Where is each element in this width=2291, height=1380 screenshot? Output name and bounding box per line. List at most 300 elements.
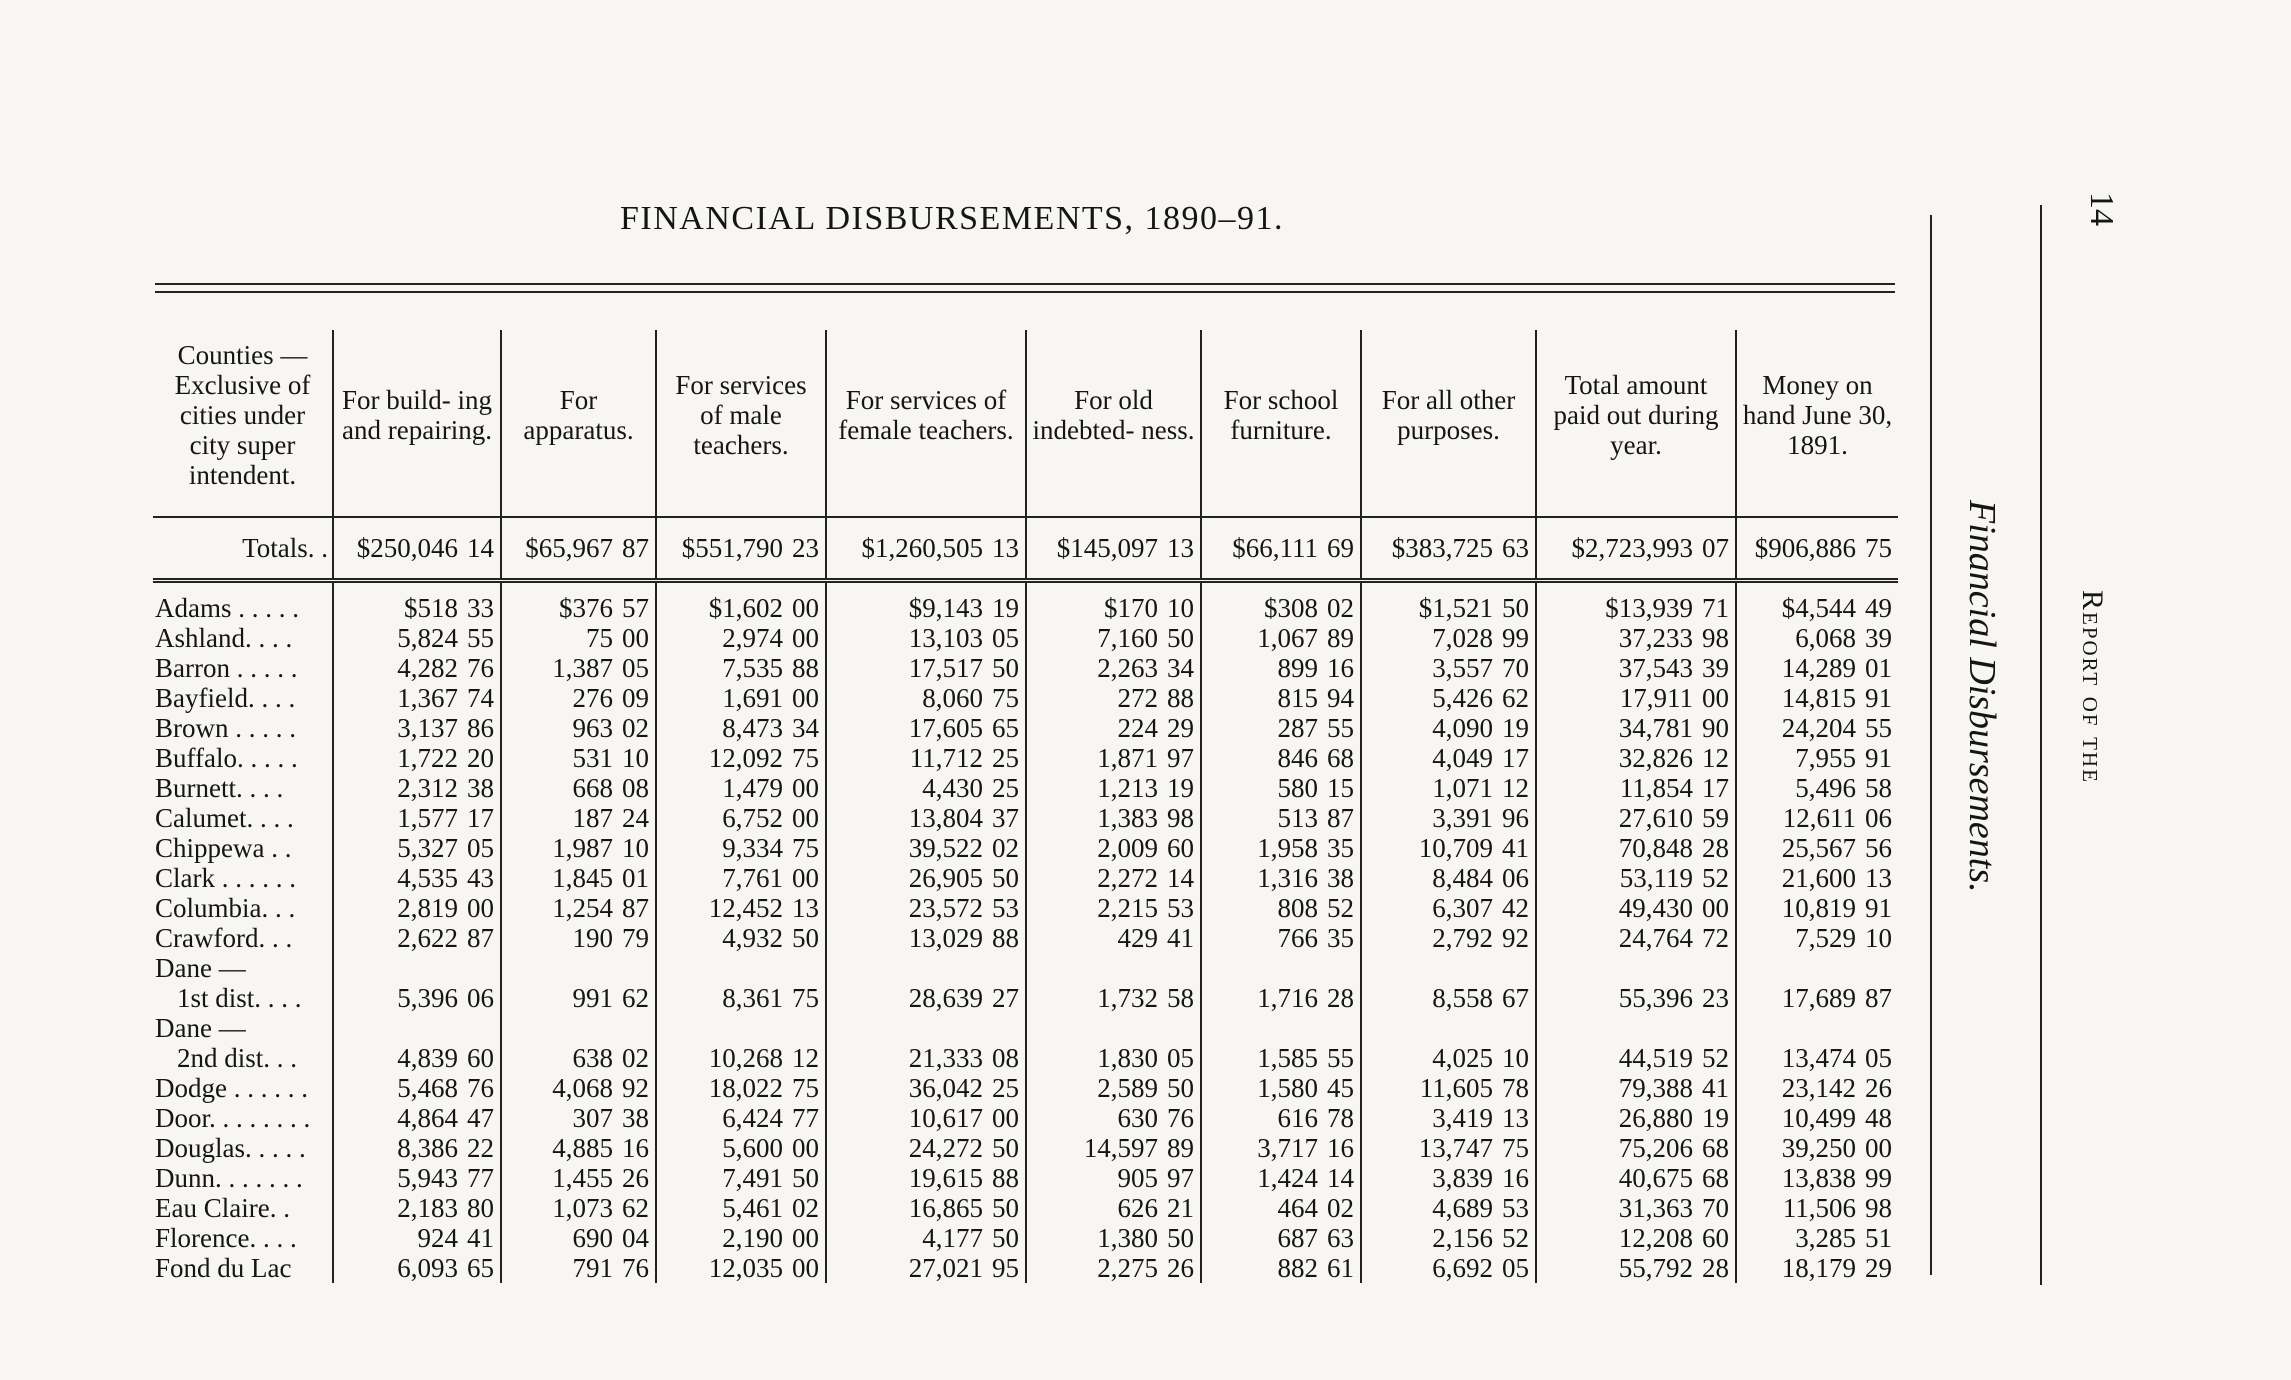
amount-dollars: 2,215 bbox=[1097, 893, 1158, 923]
amount-cell bbox=[1026, 653, 1201, 683]
amount-cents: 20 bbox=[467, 743, 494, 773]
amount-cents: 59 bbox=[1702, 803, 1729, 833]
amount-cell bbox=[501, 713, 656, 743]
amount-cents: 02 bbox=[1327, 593, 1354, 623]
amount-cell bbox=[826, 1223, 1026, 1253]
amount-dollars: 8,386 bbox=[397, 1133, 458, 1163]
county-name: Eau Claire. . bbox=[155, 1193, 290, 1223]
amount-cents: 50 bbox=[992, 653, 1019, 683]
amount-cents: 22 bbox=[467, 1133, 494, 1163]
amount-cents: 65 bbox=[467, 1253, 494, 1283]
amount-cents: 35 bbox=[1327, 833, 1354, 863]
amount-cell bbox=[501, 1073, 656, 1103]
amount-cell bbox=[1026, 743, 1201, 773]
amount-cell bbox=[1201, 713, 1361, 743]
amount-cents: 95 bbox=[992, 1253, 1019, 1283]
amount-cents: 41 bbox=[1167, 923, 1194, 953]
amount-cents: 12 bbox=[792, 1043, 819, 1073]
amount-dollars: 75,206 bbox=[1618, 1133, 1693, 1163]
amount-dollars: 6,068 bbox=[1795, 623, 1856, 653]
amount-cell bbox=[826, 1193, 1026, 1223]
amount-cents: 47 bbox=[467, 1103, 494, 1133]
amount-cell bbox=[1361, 893, 1536, 923]
amount-cents: 07 bbox=[1702, 533, 1729, 563]
amount-cell bbox=[1201, 1103, 1361, 1133]
amount-cents: 57 bbox=[622, 593, 649, 623]
amount-cents: 87 bbox=[1865, 983, 1892, 1013]
county-name: Door. . . . . . . . bbox=[155, 1103, 311, 1133]
amount-cents: 13 bbox=[1167, 533, 1194, 563]
amount-dollars: 5,943 bbox=[397, 1163, 458, 1193]
amount-cents: 00 bbox=[792, 863, 819, 893]
amount-cents: 29 bbox=[1865, 1253, 1892, 1283]
amount-cents: 50 bbox=[1167, 1223, 1194, 1253]
table-row bbox=[153, 1223, 1898, 1253]
amount-dollars: 2,622 bbox=[397, 923, 458, 953]
county-name bbox=[153, 1013, 333, 1073]
amount-cell bbox=[1026, 1193, 1201, 1223]
amount-cents: 94 bbox=[1327, 683, 1354, 713]
amount-cents: 69 bbox=[1327, 533, 1354, 563]
amount-dollars: 3,839 bbox=[1432, 1163, 1493, 1193]
amount-cell bbox=[1201, 683, 1361, 713]
amount-cell bbox=[1361, 863, 1536, 893]
amount-dollars: 7,535 bbox=[722, 653, 783, 683]
amount-cell bbox=[1361, 1223, 1536, 1253]
amount-cell bbox=[1736, 581, 1898, 624]
amount-dollars: 190 bbox=[572, 923, 613, 953]
amount-cell bbox=[1201, 743, 1361, 773]
amount-cents: 05 bbox=[1502, 1253, 1529, 1283]
amount-cell bbox=[656, 803, 826, 833]
amount-dollars: 224 bbox=[1117, 713, 1158, 743]
amount-cents: 02 bbox=[1327, 1193, 1354, 1223]
amount-cell bbox=[1736, 1253, 1898, 1283]
amount-dollars: 75 bbox=[586, 623, 613, 653]
amount-cell bbox=[333, 713, 501, 743]
amount-cents: 91 bbox=[1865, 743, 1892, 773]
amount-cell bbox=[1026, 1133, 1201, 1163]
amount-cents: 05 bbox=[1167, 1043, 1194, 1073]
amount-cell bbox=[826, 773, 1026, 803]
amount-dollars: $1,521 bbox=[1418, 593, 1493, 623]
totals-cell bbox=[1361, 517, 1536, 581]
table-row bbox=[153, 581, 1898, 624]
amount-cell bbox=[1026, 1013, 1201, 1073]
amount-cents: 05 bbox=[1865, 1043, 1892, 1073]
amount-cell bbox=[1536, 863, 1736, 893]
amount-dollars: 1,987 bbox=[552, 833, 613, 863]
county-name: Crawford. . . bbox=[155, 923, 293, 953]
amount-cents: 12 bbox=[1502, 773, 1529, 803]
amount-cents: 76 bbox=[467, 653, 494, 683]
amount-cell bbox=[1536, 683, 1736, 713]
amount-dollars: 924 bbox=[417, 1223, 458, 1253]
amount-cents: 28 bbox=[1327, 983, 1354, 1013]
amount-cell bbox=[1026, 773, 1201, 803]
county-name: Columbia. . . bbox=[155, 893, 296, 923]
amount-dollars: 2,009 bbox=[1097, 833, 1158, 863]
amount-dollars: 37,543 bbox=[1618, 653, 1693, 683]
amount-cents: 51 bbox=[1865, 1223, 1892, 1253]
amount-cents: 78 bbox=[1327, 1103, 1354, 1133]
amount-cell bbox=[1736, 713, 1898, 743]
amount-cell bbox=[1026, 923, 1201, 953]
county-name-line1: Dane — bbox=[155, 1013, 246, 1043]
amount-cents: 52 bbox=[1502, 1223, 1529, 1253]
amount-cell bbox=[656, 833, 826, 863]
table-row bbox=[153, 863, 1898, 893]
amount-cents: 98 bbox=[1702, 623, 1729, 653]
amount-dollars: 4,025 bbox=[1432, 1043, 1493, 1073]
amount-cell bbox=[1736, 923, 1898, 953]
amount-cell bbox=[656, 1073, 826, 1103]
amount-cents: 78 bbox=[1502, 1073, 1529, 1103]
amount-dollars: $383,725 bbox=[1391, 533, 1493, 563]
amount-cents: 19 bbox=[992, 593, 1019, 623]
amount-dollars: 70,848 bbox=[1618, 833, 1693, 863]
amount-cell bbox=[826, 1163, 1026, 1193]
amount-cell bbox=[333, 833, 501, 863]
amount-cents: 91 bbox=[1865, 683, 1892, 713]
column-header-0: Counties — Exclusive of cities under city super intendent. bbox=[153, 330, 333, 517]
totals-cell bbox=[333, 517, 501, 581]
amount-dollars: 32,826 bbox=[1618, 743, 1693, 773]
amount-dollars: 14,815 bbox=[1781, 683, 1856, 713]
amount-cents: 91 bbox=[1865, 893, 1892, 923]
amount-cell bbox=[1361, 713, 1536, 743]
amount-cents: 80 bbox=[467, 1193, 494, 1223]
amount-dollars: 3,419 bbox=[1432, 1103, 1493, 1133]
amount-cell bbox=[501, 863, 656, 893]
amount-dollars: 19,615 bbox=[908, 1163, 983, 1193]
amount-cents: 17 bbox=[467, 803, 494, 833]
amount-dollars: 17,605 bbox=[908, 713, 983, 743]
column-header-6: For school furniture. bbox=[1201, 330, 1361, 517]
amount-cents: 05 bbox=[622, 653, 649, 683]
amount-dollars: 4,049 bbox=[1432, 743, 1493, 773]
amount-dollars: 55,792 bbox=[1618, 1253, 1693, 1283]
amount-cell bbox=[501, 773, 656, 803]
amount-cents: 87 bbox=[622, 533, 649, 563]
amount-dollars: 79,388 bbox=[1618, 1073, 1693, 1103]
amount-cell bbox=[826, 1073, 1026, 1103]
amount-cell bbox=[1361, 743, 1536, 773]
amount-dollars: 24,764 bbox=[1618, 923, 1693, 953]
amount-cell bbox=[1536, 1193, 1736, 1223]
amount-cents: 96 bbox=[1502, 803, 1529, 833]
amount-dollars: $906,886 bbox=[1754, 533, 1856, 563]
amount-cents: 26 bbox=[1865, 1073, 1892, 1103]
amount-dollars: $518 bbox=[404, 593, 458, 623]
amount-cents: 75 bbox=[1502, 1133, 1529, 1163]
amount-cell bbox=[501, 1223, 656, 1253]
amount-dollars: 791 bbox=[572, 1253, 613, 1283]
amount-cents: 16 bbox=[1327, 1133, 1354, 1163]
amount-dollars: 10,617 bbox=[908, 1103, 983, 1133]
amount-cents: 38 bbox=[1327, 863, 1354, 893]
amount-dollars: $2,723,993 bbox=[1571, 533, 1693, 563]
amount-cell bbox=[1361, 1013, 1536, 1073]
amount-cell bbox=[1736, 1103, 1898, 1133]
amount-cents: 08 bbox=[992, 1043, 1019, 1073]
table-row bbox=[153, 1193, 1898, 1223]
amount-cell bbox=[1736, 653, 1898, 683]
amount-dollars: 1,585 bbox=[1257, 1043, 1318, 1073]
amount-dollars: 7,529 bbox=[1795, 923, 1856, 953]
amount-cell bbox=[333, 1163, 501, 1193]
amount-cents: 90 bbox=[1702, 713, 1729, 743]
amount-cents: 89 bbox=[1167, 1133, 1194, 1163]
amount-cents: 58 bbox=[1865, 773, 1892, 803]
amount-cell bbox=[501, 1103, 656, 1133]
amount-cents: 63 bbox=[1327, 1223, 1354, 1253]
amount-cell bbox=[333, 893, 501, 923]
amount-dollars: 8,558 bbox=[1432, 983, 1493, 1013]
amount-dollars: 1,424 bbox=[1257, 1163, 1318, 1193]
amount-cents: 58 bbox=[1167, 983, 1194, 1013]
amount-cents: 50 bbox=[1167, 623, 1194, 653]
amount-cell bbox=[501, 1193, 656, 1223]
amount-dollars: 5,426 bbox=[1432, 683, 1493, 713]
county-name: Dodge . . . . . . bbox=[155, 1073, 308, 1103]
table-row bbox=[153, 743, 1898, 773]
amount-dollars: 1,580 bbox=[1257, 1073, 1318, 1103]
amount-dollars: 4,535 bbox=[397, 863, 458, 893]
amount-cell bbox=[1201, 1253, 1361, 1283]
amount-dollars: 1,871 bbox=[1097, 743, 1158, 773]
amount-cell bbox=[1536, 1163, 1736, 1193]
amount-cell bbox=[1026, 1073, 1201, 1103]
amount-cents: 88 bbox=[792, 653, 819, 683]
amount-cell bbox=[656, 623, 826, 653]
county-name bbox=[153, 953, 333, 1013]
amount-cents: 98 bbox=[1865, 1193, 1892, 1223]
amount-cell bbox=[333, 623, 501, 653]
amount-cents: 19 bbox=[1702, 1103, 1729, 1133]
amount-dollars: 7,491 bbox=[722, 1163, 783, 1193]
amount-cents: 68 bbox=[1702, 1163, 1729, 1193]
amount-cents: 52 bbox=[1327, 893, 1354, 923]
amount-cents: 16 bbox=[1327, 653, 1354, 683]
amount-cents: 60 bbox=[467, 1043, 494, 1073]
amount-cents: 62 bbox=[622, 983, 649, 1013]
column-header-7: For all other purposes. bbox=[1361, 330, 1536, 517]
amount-dollars: 638 bbox=[572, 1043, 613, 1073]
amount-cents: 01 bbox=[622, 863, 649, 893]
amount-dollars: 4,864 bbox=[397, 1103, 458, 1133]
amount-dollars: $145,097 bbox=[1056, 533, 1158, 563]
amount-cents: 62 bbox=[622, 1193, 649, 1223]
amount-dollars: 10,819 bbox=[1781, 893, 1856, 923]
amount-cents: 02 bbox=[622, 1043, 649, 1073]
amount-cell bbox=[1536, 653, 1736, 683]
amount-cell bbox=[501, 923, 656, 953]
header-row bbox=[153, 330, 1898, 517]
table-row bbox=[153, 1013, 1898, 1073]
amount-cents: 10 bbox=[622, 833, 649, 863]
amount-dollars: 815 bbox=[1277, 683, 1318, 713]
amount-cents: 24 bbox=[622, 803, 649, 833]
amount-cents: 13 bbox=[792, 893, 819, 923]
amount-dollars: 905 bbox=[1117, 1163, 1158, 1193]
amount-dollars: 276 bbox=[572, 683, 613, 713]
amount-dollars: 1,830 bbox=[1097, 1043, 1158, 1073]
totals-label: Totals. . bbox=[153, 517, 333, 581]
amount-dollars: 5,396 bbox=[397, 983, 458, 1013]
amount-dollars: 12,611 bbox=[1782, 803, 1856, 833]
amount-cents: 10 bbox=[1502, 1043, 1529, 1073]
amount-dollars: $250,046 bbox=[356, 533, 458, 563]
county-name: Douglas. . . . . bbox=[155, 1133, 306, 1163]
amount-dollars: 12,035 bbox=[708, 1253, 783, 1283]
county-name: Ashland. . . . bbox=[155, 623, 293, 653]
totals-cell bbox=[1201, 517, 1361, 581]
amount-cell bbox=[1201, 1193, 1361, 1223]
amount-dollars: 24,272 bbox=[908, 1133, 983, 1163]
disbursements-table bbox=[153, 330, 1898, 1283]
amount-dollars: 18,179 bbox=[1781, 1253, 1856, 1283]
amount-cell bbox=[501, 833, 656, 863]
amount-cell bbox=[1536, 623, 1736, 653]
amount-dollars: 36,042 bbox=[908, 1073, 983, 1103]
amount-cell bbox=[1361, 683, 1536, 713]
table-row bbox=[153, 713, 1898, 743]
amount-cents: 10 bbox=[1865, 923, 1892, 953]
table-row bbox=[153, 623, 1898, 653]
amount-cents: 26 bbox=[622, 1163, 649, 1193]
amount-cents: 00 bbox=[1865, 1133, 1892, 1163]
amount-cents: 53 bbox=[992, 893, 1019, 923]
amount-cents: 79 bbox=[622, 923, 649, 953]
county-name: Burnett. . . . bbox=[155, 773, 284, 803]
amount-cents: 48 bbox=[1865, 1103, 1892, 1133]
amount-cell bbox=[1361, 653, 1536, 683]
amount-dollars: 4,068 bbox=[552, 1073, 613, 1103]
amount-cell bbox=[501, 743, 656, 773]
amount-cents: 63 bbox=[1502, 533, 1529, 563]
amount-dollars: 9,334 bbox=[722, 833, 783, 863]
amount-cell bbox=[826, 623, 1026, 653]
amount-cents: 00 bbox=[1702, 683, 1729, 713]
amount-dollars: 4,689 bbox=[1432, 1193, 1493, 1223]
amount-cell bbox=[501, 1133, 656, 1163]
amount-cell bbox=[333, 1073, 501, 1103]
amount-dollars: 287 bbox=[1277, 713, 1318, 743]
column-header-9: Money on hand June 30, 1891. bbox=[1736, 330, 1898, 517]
amount-dollars: 3,557 bbox=[1432, 653, 1493, 683]
amount-dollars: 2,589 bbox=[1097, 1073, 1158, 1103]
amount-cents: 52 bbox=[1702, 863, 1729, 893]
amount-cents: 56 bbox=[1865, 833, 1892, 863]
amount-dollars: 21,600 bbox=[1781, 863, 1856, 893]
amount-dollars: 12,092 bbox=[708, 743, 783, 773]
amount-cell bbox=[1736, 1013, 1898, 1073]
amount-cents: 75 bbox=[1865, 533, 1892, 563]
amount-dollars: 580 bbox=[1277, 773, 1318, 803]
amount-cell bbox=[656, 1253, 826, 1283]
amount-dollars: 14,289 bbox=[1781, 653, 1856, 683]
amount-dollars: 846 bbox=[1277, 743, 1318, 773]
amount-cell bbox=[1201, 893, 1361, 923]
amount-cents: 50 bbox=[1167, 1073, 1194, 1103]
amount-dollars: 11,854 bbox=[1619, 773, 1693, 803]
amount-dollars: 1,380 bbox=[1097, 1223, 1158, 1253]
amount-cell bbox=[1361, 1193, 1536, 1223]
amount-dollars: $551,790 bbox=[681, 533, 783, 563]
amount-cents: 53 bbox=[1502, 1193, 1529, 1223]
amount-cents: 55 bbox=[467, 623, 494, 653]
amount-dollars: 5,461 bbox=[722, 1193, 783, 1223]
amount-cents: 26 bbox=[1167, 1253, 1194, 1283]
amount-dollars: 4,282 bbox=[397, 653, 458, 683]
amount-dollars: 4,090 bbox=[1432, 713, 1493, 743]
amount-dollars: 17,517 bbox=[908, 653, 983, 683]
amount-cents: 13 bbox=[992, 533, 1019, 563]
amount-cents: 01 bbox=[1865, 653, 1892, 683]
amount-cents: 92 bbox=[622, 1073, 649, 1103]
amount-cell bbox=[1361, 953, 1536, 1013]
amount-cents: 02 bbox=[992, 833, 1019, 863]
amount-dollars: 687 bbox=[1277, 1223, 1318, 1253]
amount-cell bbox=[826, 653, 1026, 683]
amount-dollars: 49,430 bbox=[1618, 893, 1693, 923]
amount-dollars: 513 bbox=[1277, 803, 1318, 833]
amount-dollars: 963 bbox=[572, 713, 613, 743]
table-row bbox=[153, 893, 1898, 923]
amount-dollars: 13,804 bbox=[908, 803, 983, 833]
amount-cents: 23 bbox=[792, 533, 819, 563]
amount-dollars: 3,391 bbox=[1432, 803, 1493, 833]
amount-cents: 37 bbox=[992, 803, 1019, 833]
amount-cents: 38 bbox=[622, 1103, 649, 1133]
totals-cell bbox=[1026, 517, 1201, 581]
table-row bbox=[153, 653, 1898, 683]
amount-dollars: 7,028 bbox=[1432, 623, 1493, 653]
amount-cell bbox=[656, 653, 826, 683]
amount-cell bbox=[501, 581, 656, 624]
amount-cell bbox=[1536, 803, 1736, 833]
amount-dollars: 3,285 bbox=[1795, 1223, 1856, 1253]
amount-cell bbox=[501, 683, 656, 713]
amount-dollars: 39,250 bbox=[1781, 1133, 1856, 1163]
amount-cell bbox=[826, 743, 1026, 773]
amount-cell bbox=[826, 833, 1026, 863]
amount-cell bbox=[501, 803, 656, 833]
amount-dollars: 1,732 bbox=[1097, 983, 1158, 1013]
amount-dollars: 18,022 bbox=[708, 1073, 783, 1103]
amount-dollars: 5,824 bbox=[397, 623, 458, 653]
amount-cell bbox=[656, 713, 826, 743]
amount-cell bbox=[1361, 1163, 1536, 1193]
amount-cents: 04 bbox=[622, 1223, 649, 1253]
amount-cents: 55 bbox=[1865, 713, 1892, 743]
amount-dollars: 23,572 bbox=[908, 893, 983, 923]
amount-cell bbox=[826, 1013, 1026, 1073]
amount-cents: 33 bbox=[467, 593, 494, 623]
page-title: FINANCIAL DISBURSEMENTS, 1890–91. bbox=[620, 200, 1285, 237]
amount-cents: 89 bbox=[1327, 623, 1354, 653]
amount-cell bbox=[1026, 713, 1201, 743]
amount-cents: 55 bbox=[1327, 1043, 1354, 1073]
amount-dollars: 668 bbox=[572, 773, 613, 803]
amount-cents: 06 bbox=[467, 983, 494, 1013]
county-name: Barron . . . . . bbox=[155, 653, 298, 683]
amount-cents: 00 bbox=[792, 803, 819, 833]
amount-cell bbox=[501, 623, 656, 653]
amount-dollars: 8,473 bbox=[722, 713, 783, 743]
amount-dollars: $1,260,505 bbox=[861, 533, 983, 563]
